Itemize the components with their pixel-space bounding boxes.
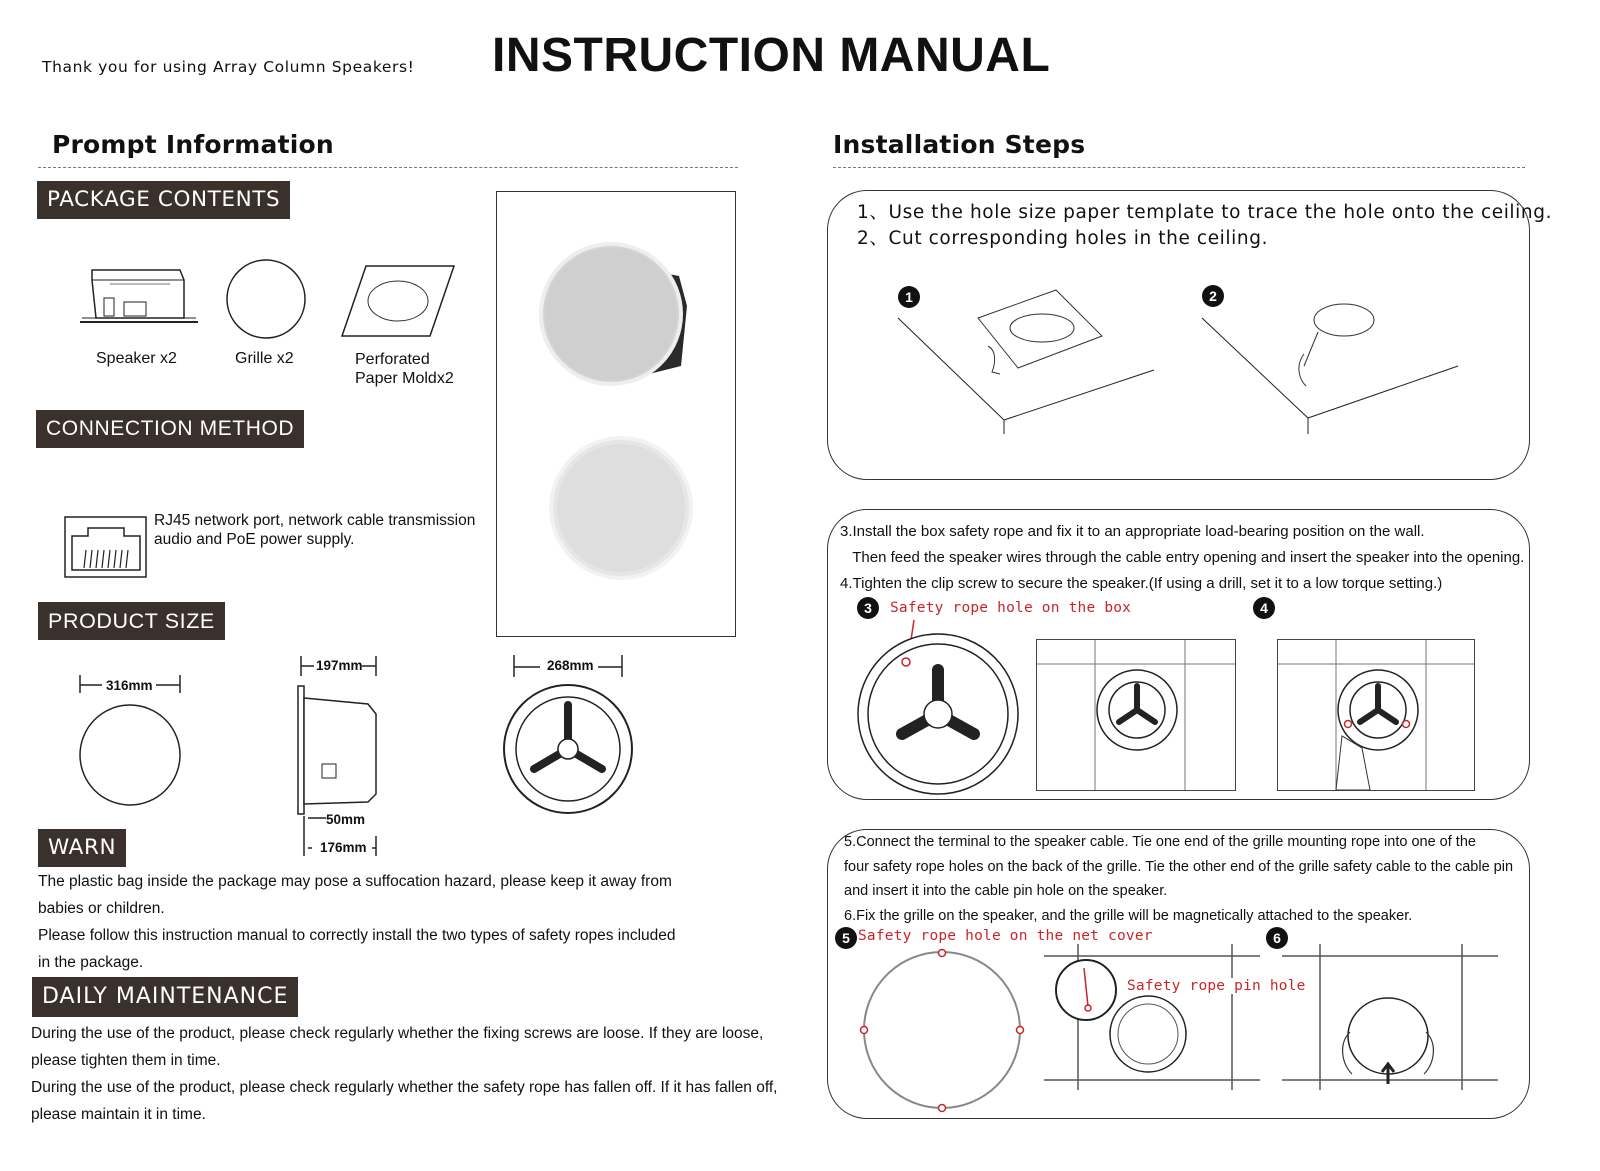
- step-5-line-3: and insert it into the cable pin hole on the speaker.: [844, 883, 1168, 899]
- grille-photo: [549, 436, 695, 582]
- step-5-badge: 5: [835, 927, 857, 949]
- prompt-title: Prompt Information: [52, 130, 334, 159]
- step-4-badge: 4: [1253, 597, 1275, 619]
- step-2-text: 2、Cut corresponding holes in the ceiling.: [857, 228, 1269, 249]
- pin-hole-illustration: [1044, 944, 1260, 1090]
- daily-maintenance-label: DAILY MAINTENANCE: [32, 977, 298, 1017]
- maintenance-line-2: please tighten them in time.: [31, 1052, 221, 1069]
- paper-mold-icon: [338, 262, 460, 340]
- depth-dimension: 197mm: [316, 658, 363, 673]
- ceiling-photo-4: [1277, 639, 1475, 791]
- box-rope-hole-label: Safety rope hole on the box: [890, 600, 1132, 616]
- package-contents-label: PACKAGE CONTENTS: [37, 181, 290, 219]
- paper-mold-label-line2: Paper Moldx2: [355, 370, 454, 387]
- step-5-line-2: four safety rope holes on the back of the grille. Tie the other end of the grille safety cable to the cable pin: [844, 858, 1514, 875]
- magnetic-attach-illustration: [1282, 944, 1498, 1090]
- step-2-badge: 2: [1202, 285, 1224, 307]
- page-title: INSTRUCTION MANUAL: [492, 29, 1051, 82]
- step-4-text: 4.Tighten the clip screw to secure the speaker.(If using a drill, set it to a low torque setting.): [840, 575, 1443, 592]
- maintenance-line-3: During the use of the product, please check regularly whether the safety rope has fallen off. If it has fallen off,: [31, 1079, 778, 1096]
- diameter-dimension: 316mm: [106, 678, 153, 693]
- grille-count-label: Grille x2: [235, 350, 294, 367]
- installation-title: Installation Steps: [833, 130, 1086, 159]
- body-dimension: 176mm: [320, 840, 367, 855]
- warn-line-1: The plastic bag inside the package may pose a suffocation hazard, please keep it away from: [38, 873, 672, 890]
- warn-line-2: babies or children.: [38, 900, 165, 917]
- warn-line-3: Please follow this instruction manual to correctly install the two types of safety ropes included: [38, 927, 676, 944]
- ceiling-install-drawing: [1037, 640, 1235, 790]
- grille-icon: [225, 258, 309, 342]
- step-1-illustration: [896, 288, 1156, 438]
- step-2-illustration: [1200, 288, 1462, 438]
- step-3-text: 3.Install the box safety rope and fix it to an appropriate load-bearing position on the wall.: [840, 523, 1425, 540]
- step-6-line-1: 6.Fix the grille on the speaker, and the grille will be magnetically attached to the speaker.: [844, 907, 1413, 924]
- divider: [38, 167, 738, 168]
- connection-text-line2: audio and PoE power supply.: [154, 531, 355, 548]
- pin-hole-label: Safety rope pin hole: [1127, 978, 1306, 994]
- maintenance-text: [31, 1020, 791, 1128]
- step-5-text: [844, 830, 1513, 928]
- connection-text-line1: RJ45 network port, network cable transmission: [154, 512, 476, 529]
- thanks-text: Thank you for using Array Column Speakers!: [42, 58, 415, 76]
- net-cover-rope-hole-label: Safety rope hole on the net cover: [858, 928, 1153, 944]
- grille-back-illustration: [860, 950, 1026, 1112]
- front-dimension-drawing: [76, 675, 186, 811]
- connection-method-label: CONNECTION METHOD: [36, 410, 304, 448]
- step-1-text: 1、Use the hole size paper template to trace the hole onto the ceiling.: [857, 202, 1553, 223]
- step-3-badge: 3: [857, 597, 879, 619]
- divider: [833, 167, 1525, 168]
- step-6-badge: 6: [1266, 927, 1288, 949]
- rj45-port-icon: [64, 516, 148, 580]
- cutout-dimension: 268mm: [547, 658, 594, 673]
- speaker-side-icon: [80, 262, 200, 336]
- back-dimension-drawing: [502, 655, 636, 815]
- maintenance-line-4: please maintain it in time.: [31, 1106, 206, 1123]
- speaker-count-label: Speaker x2: [96, 350, 177, 367]
- speaker-photo-top: [541, 236, 701, 396]
- product-photo-frame: [496, 191, 736, 637]
- warn-label: WARN: [38, 829, 126, 867]
- step-3-text-cont: Then feed the speaker wires through the cable entry opening and insert the speaker into the opening.: [840, 549, 1525, 566]
- paper-mold-label-line1: Perforated: [355, 351, 430, 368]
- warn-text: [38, 868, 738, 976]
- ceiling-photo-3: [1036, 639, 1236, 791]
- box-back-illustration: [858, 620, 1022, 796]
- step-5-line-1: 5.Connect the terminal to the speaker cable. Tie one end of the grille mounting rope into one of the: [844, 834, 1476, 850]
- step-1-badge: 1: [898, 286, 920, 308]
- warn-line-4: in the package.: [38, 954, 144, 971]
- flange-dimension: 50mm: [326, 812, 366, 827]
- product-size-label: PRODUCT SIZE: [38, 602, 225, 640]
- drill-install-drawing: [1278, 640, 1474, 790]
- maintenance-line-1: During the use of the product, please check regularly whether the fixing screws are loose. If they are loose,: [31, 1025, 764, 1042]
